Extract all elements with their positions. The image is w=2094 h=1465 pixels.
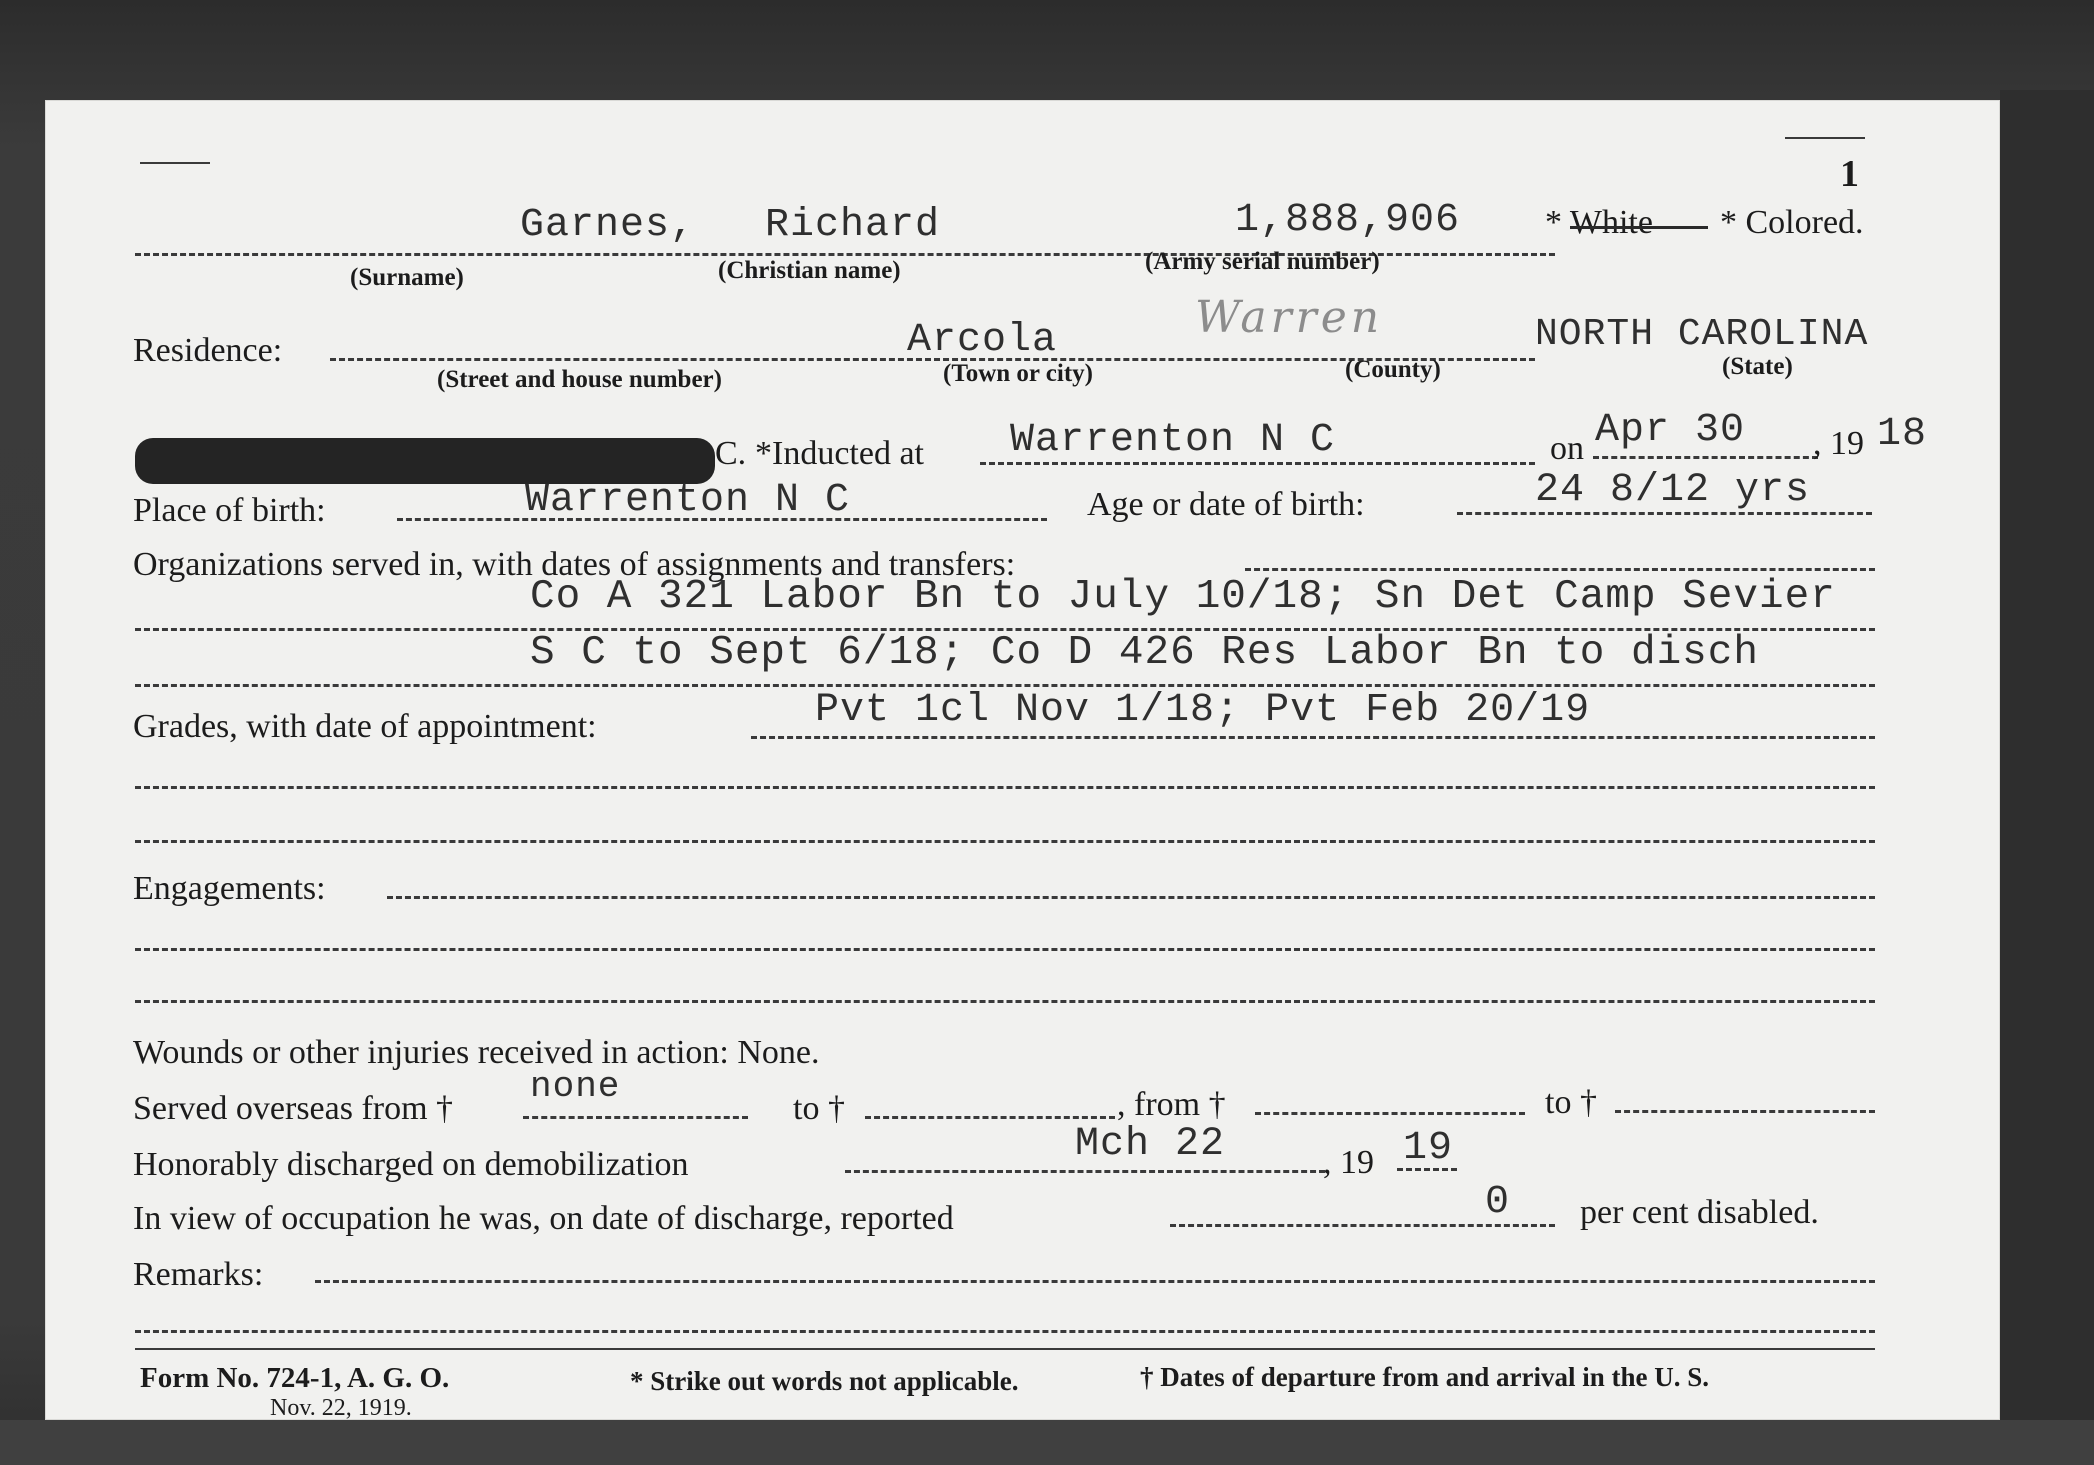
state-caption: (State) bbox=[1722, 353, 1793, 380]
town-caption: (Town or city) bbox=[943, 360, 1093, 387]
grades-label: Grades, with date of appointment: bbox=[133, 708, 597, 745]
street-caption: (Street and house number) bbox=[437, 366, 722, 393]
county-value: Warren bbox=[1195, 292, 1384, 343]
year-prefix: , 19 bbox=[1813, 425, 1864, 462]
wounds-label: Wounds or other injuries received in action: None. bbox=[133, 1034, 820, 1071]
top-right-rule bbox=[1785, 137, 1865, 139]
disability-value: 0 bbox=[1485, 1180, 1511, 1225]
form-number: Form No. 724-1, A. G. O. bbox=[140, 1362, 450, 1394]
service-card bbox=[45, 100, 2000, 1420]
discharge-label: Honorably discharged on demobilization bbox=[133, 1146, 689, 1183]
age-value: 24 8/12 yrs bbox=[1535, 468, 1811, 513]
state-value: NORTH CAROLINA bbox=[1535, 313, 1869, 356]
form-date: Nov. 22, 1919. bbox=[270, 1395, 412, 1421]
county-caption: (County) bbox=[1345, 356, 1441, 383]
white-strikethrough bbox=[1570, 226, 1708, 229]
top-left-rule bbox=[140, 162, 210, 164]
grades-line2 bbox=[135, 786, 1875, 789]
background-strip bbox=[2000, 90, 2094, 1465]
organizations-line bbox=[1245, 568, 1875, 571]
remarks-line2 bbox=[135, 1330, 1875, 1333]
birthplace-value: Warrenton N C bbox=[525, 478, 851, 523]
discharge-date-value: Mch 22 bbox=[1075, 1122, 1226, 1167]
christian-name-value: Richard bbox=[765, 203, 941, 248]
surname-value: Garnes, bbox=[520, 203, 696, 248]
inducted-date-value: Apr 30 bbox=[1595, 408, 1746, 453]
birthplace-label: Place of birth: bbox=[133, 492, 326, 529]
footer-rule bbox=[135, 1348, 1875, 1350]
serial-value: 1,888,906 bbox=[1235, 198, 1461, 243]
age-label: Age or date of birth: bbox=[1087, 486, 1365, 523]
residence-label: Residence: bbox=[133, 332, 283, 369]
organizations-line2-value: S C to Sept 6/18; Co D 426 Res Labor Bn to disch bbox=[530, 630, 1759, 676]
on-label: on bbox=[1550, 430, 1584, 467]
organizations-line3 bbox=[135, 684, 1875, 687]
overseas-from2-line bbox=[1255, 1112, 1525, 1115]
serial-caption: (Army serial number) bbox=[1145, 248, 1380, 275]
christian-name-caption: (Christian name) bbox=[718, 257, 901, 284]
remarks-line bbox=[315, 1280, 1875, 1283]
enlisted-tail: C. bbox=[715, 435, 747, 472]
overseas-from-line bbox=[523, 1116, 748, 1119]
overseas-to2-label: to † bbox=[1545, 1084, 1597, 1121]
discharge-year-prefix: , 19 bbox=[1323, 1144, 1374, 1181]
overseas-to2-line bbox=[1615, 1110, 1875, 1113]
overseas-to-line bbox=[865, 1116, 1115, 1119]
inducted-year-value: 18 bbox=[1877, 412, 1928, 457]
discharge-date-line bbox=[845, 1170, 1325, 1173]
organizations-label: Organizations served in, with dates of assignments and transfers: bbox=[133, 546, 1016, 583]
engagements-line3 bbox=[135, 1000, 1875, 1003]
card-number: 1 bbox=[1840, 153, 1859, 195]
inducted-label: *Inducted at bbox=[755, 435, 924, 472]
grades-value: Pvt 1cl Nov 1/18; Pvt Feb 20/19 bbox=[815, 688, 1591, 733]
dagger-note: † Dates of departure from and arrival in the U. S. bbox=[1140, 1362, 1709, 1392]
engagements-line2 bbox=[135, 948, 1875, 951]
white-option: * White bbox=[1545, 204, 1653, 241]
surname-caption: (Surname) bbox=[350, 264, 464, 291]
town-value: Arcola bbox=[907, 318, 1058, 363]
inducted-place-value: Warrenton N C bbox=[1010, 418, 1336, 463]
overseas-from-label: Served overseas from † bbox=[133, 1090, 454, 1127]
grades-line bbox=[751, 736, 1875, 739]
grades-line3 bbox=[135, 840, 1875, 843]
engagements-label: Engagements: bbox=[133, 870, 326, 907]
remarks-label: Remarks: bbox=[133, 1256, 264, 1293]
disabled-label: per cent disabled. bbox=[1580, 1194, 1819, 1231]
colored-option: * Colored. bbox=[1720, 204, 1864, 241]
overseas-from-value: none bbox=[530, 1066, 621, 1107]
occupation-label: In view of occupation he was, on date of discharge, reported bbox=[133, 1200, 954, 1237]
discharge-year-value: 19 bbox=[1403, 1126, 1454, 1171]
overseas-to-label: to † bbox=[793, 1090, 845, 1127]
organizations-line1-value: Co A 321 Labor Bn to July 10/18; Sn Det Camp Sevier bbox=[530, 574, 1836, 620]
background-strip bbox=[0, 1420, 2094, 1465]
engagements-line bbox=[387, 896, 1875, 899]
strike-note: * Strike out words not applicable. bbox=[630, 1366, 1019, 1396]
inducted-date-line bbox=[1593, 456, 1818, 459]
overseas-from2-label: , from † bbox=[1117, 1086, 1226, 1123]
